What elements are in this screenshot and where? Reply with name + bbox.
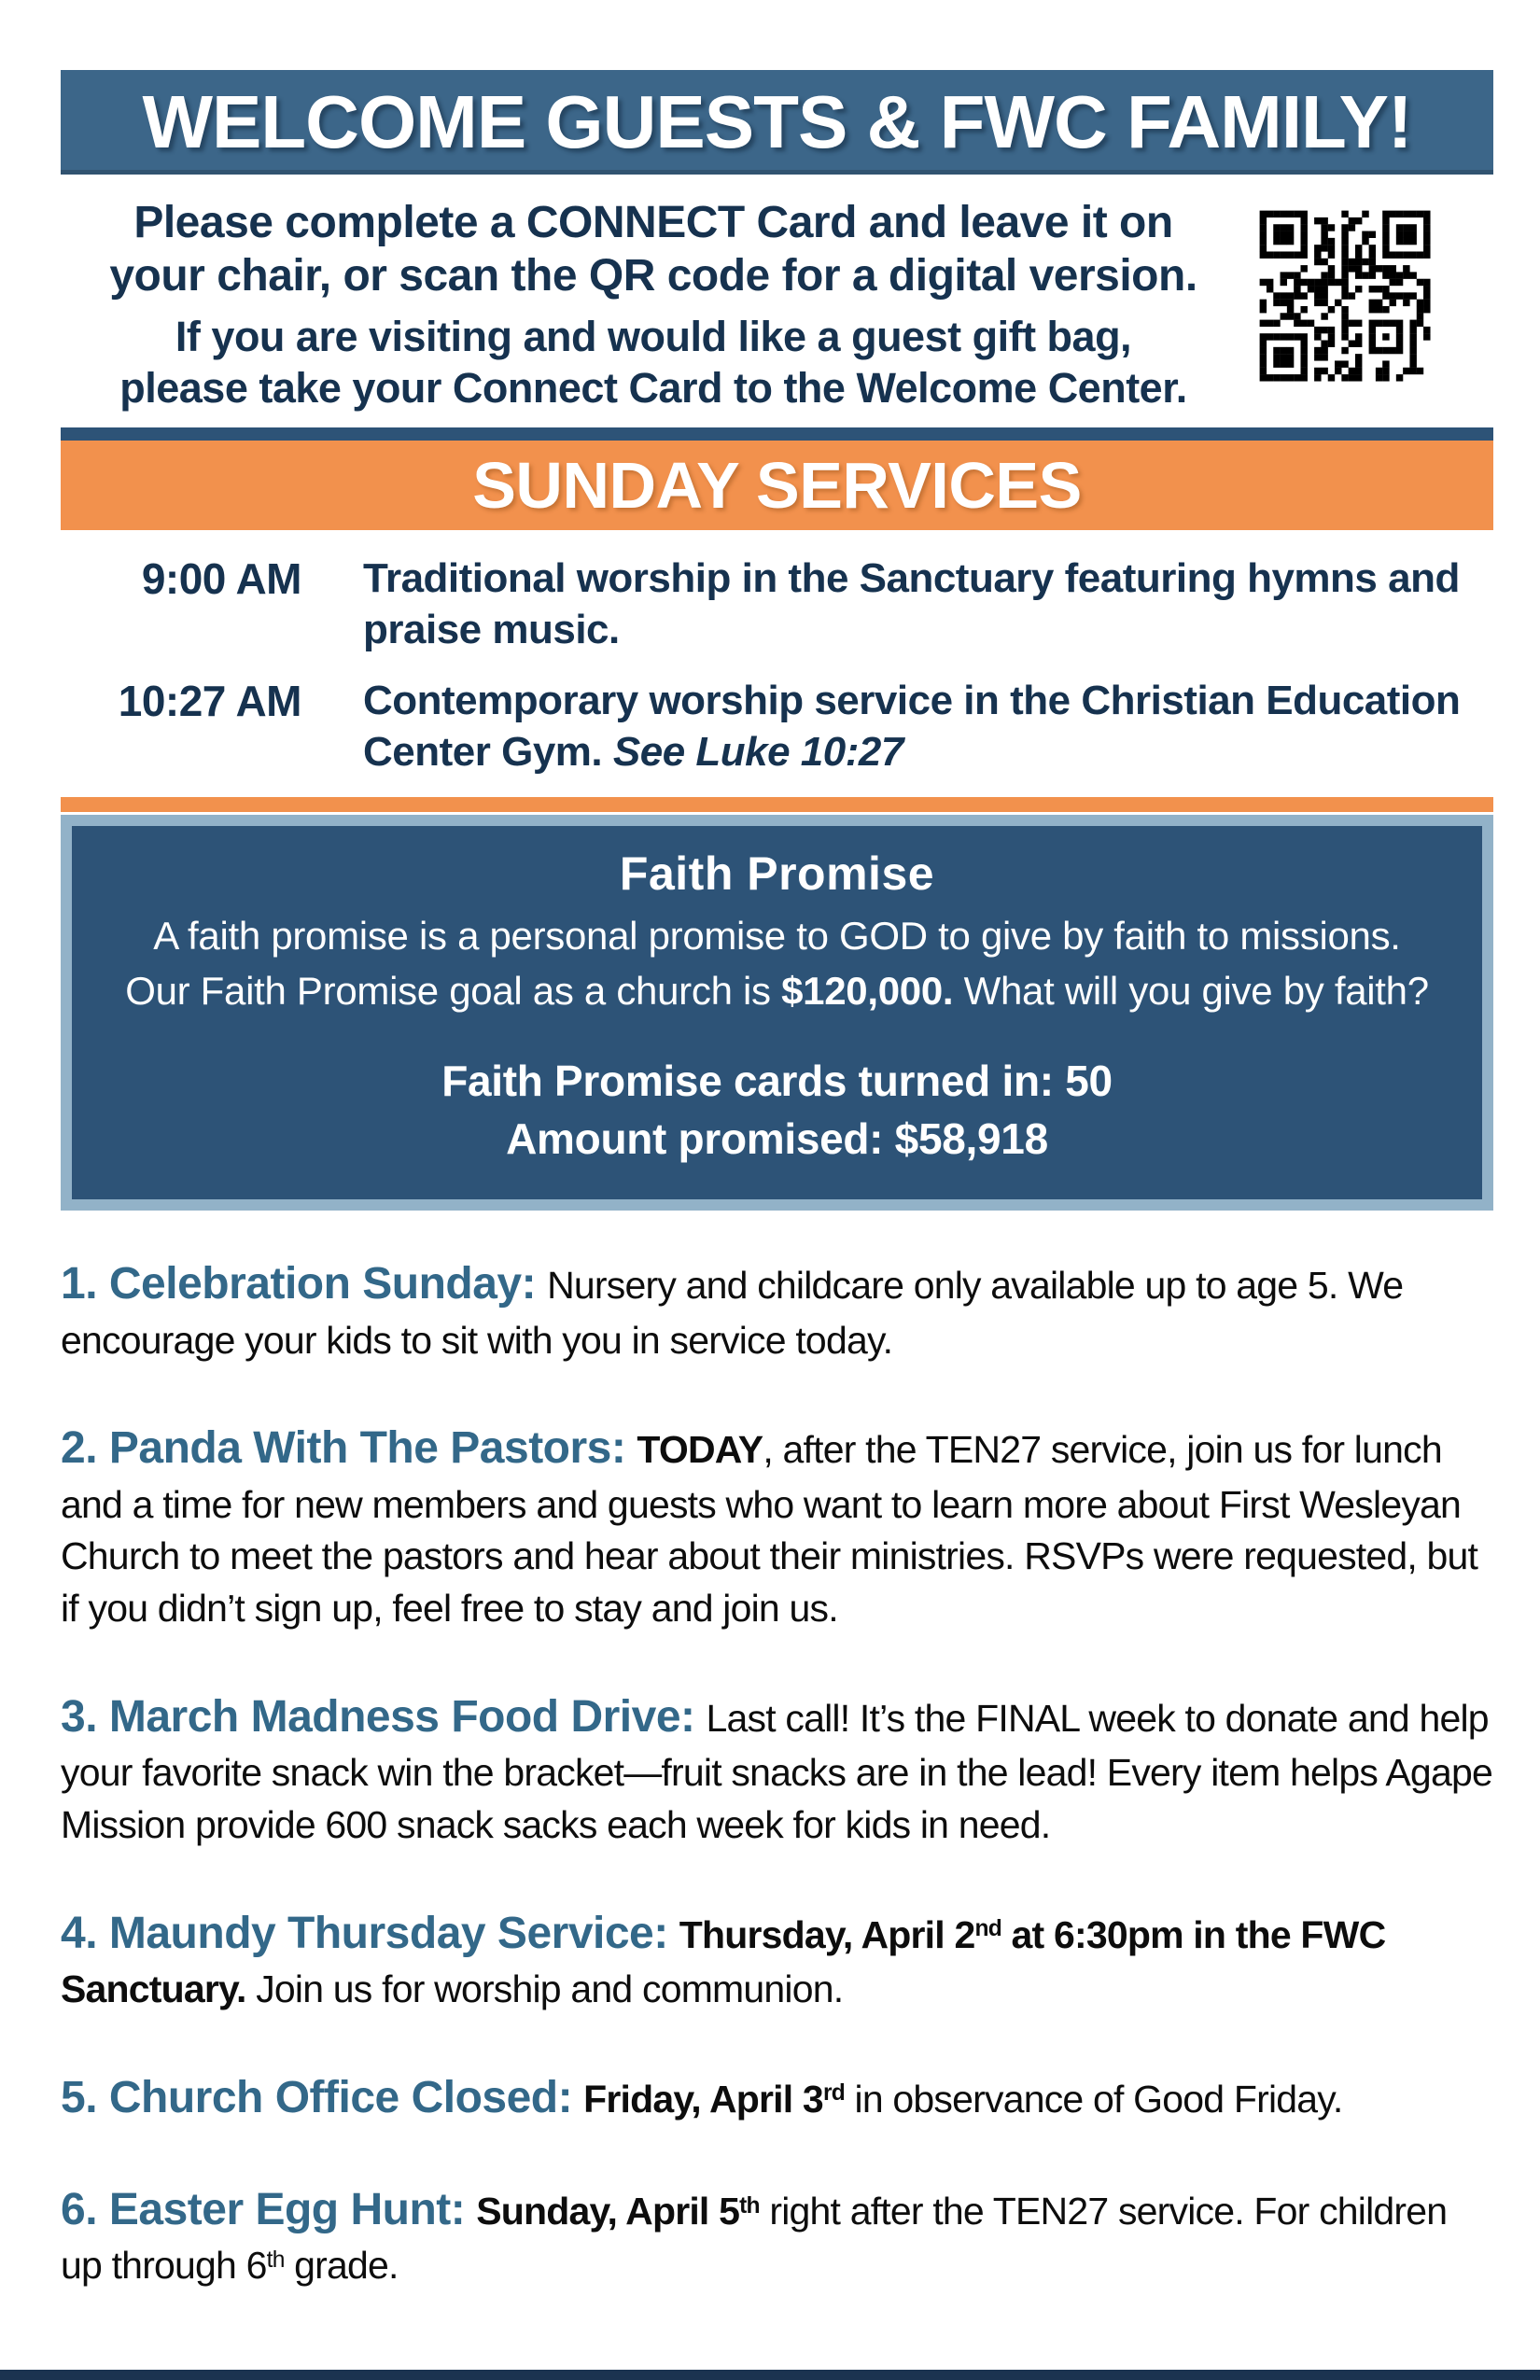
announcement-text-segment: Nursery and childcare only available up to age 5. We encourage your kids to sit with you in service today. (61, 1264, 1404, 1362)
announcement-heading: 4. Maundy Thursday Service: (61, 1908, 668, 1958)
announcement-text-segment: th (266, 2247, 285, 2273)
announcement-text-segment: th (739, 2192, 760, 2219)
sunday-services-banner (61, 441, 1493, 530)
service-times-list (61, 553, 1493, 778)
sunday-services-title: SUNDAY SERVICES (472, 449, 1082, 523)
announcement-item (61, 1687, 1493, 1852)
service-time: 9:00 AM (141, 554, 301, 604)
announcement-heading: 2. Panda With The Pastors: (61, 1423, 626, 1474)
faith-promise-body (109, 908, 1445, 1019)
faith-promise-goal-amount: $120,000. (781, 969, 954, 1014)
announcement-item (61, 1418, 1493, 1635)
faith-promise-goal-post: What will you give by faith? (953, 969, 1429, 1014)
qr-code-icon (1246, 197, 1444, 395)
welcome-title: WELCOME GUESTS & FWC FAMILY! (142, 80, 1412, 163)
announcement-item (61, 2179, 1493, 2292)
service-description: Contemporary worship service in the Christian Education Center Gym. See Luke 10:27 (363, 677, 1461, 776)
announcement-text-segment: Join us for worship and communion. (245, 1967, 844, 2010)
bulletin-content (61, 70, 1493, 2344)
announcement-text-segment: Last call! It’s the FINAL week to donate and help your favorite snack win the bracket—fruit snacks are in the lead! Every item helps Agape Mission provide 600 snack sacks each week for kids in need. (61, 1696, 1492, 1846)
announcement-text-segment: nd (974, 1916, 1001, 1942)
bottom-page-bar (0, 2370, 1540, 2380)
announcement-text-segment: Thursday, April 2 (679, 1912, 975, 1956)
announcement-item (61, 1253, 1493, 1366)
guest-gift-instruction: If you are visiting and would like a guest gift bag, please take your Connect Card to the Welcome Center. (119, 313, 1187, 413)
faith-promise-title: Faith Promise (619, 847, 935, 900)
divider-navy (61, 427, 1493, 441)
announcement-text-segment: at 6:30pm in the FWC Sanctuary. (61, 1912, 1386, 2010)
connect-card-text (61, 184, 1246, 414)
faith-promise-goal-pre: Our Faith Promise goal as a church is (125, 969, 782, 1014)
announcement-text-segment: rd (822, 2080, 845, 2107)
announcement-item (61, 2067, 1493, 2128)
scripture-reference: See Luke 10:27 (612, 729, 903, 776)
faith-amount-promised: Amount promised: $58,918 (506, 1113, 1048, 1163)
announcement-text-segment: TODAY (637, 1428, 763, 1472)
announcement-text-segment: , after the TEN27 service, join us for lunch and a time for new members and guests who want to learn more about First Wesleyan Church to meet the pastors and hear about their ministries. RSVPs were requested, but if you didn’t sign up, feel free to stay and join us. (61, 1428, 1478, 1631)
announcement-item (61, 1903, 1493, 2016)
service-time: 10:27 AM (118, 676, 301, 725)
connect-card-section (61, 184, 1493, 414)
announcement-heading: 1. Celebration Sunday: (61, 1259, 537, 1309)
faith-promise-stats (109, 1053, 1445, 1168)
faith-promise-line1: A faith promise is a personal promise to GOD to give by faith to missions. (153, 913, 1401, 958)
announcement-text-segment: right after the TEN27 service. For children up through 6 (61, 2189, 1448, 2288)
welcome-header-band (61, 70, 1493, 175)
announcement-text-segment: in observance of Good Friday. (844, 2077, 1343, 2121)
divider-orange (61, 797, 1493, 812)
announcement-heading: 6. Easter Egg Hunt: (61, 2184, 466, 2234)
service-row (61, 553, 1493, 656)
service-description: Traditional worship in the Sanctuary featuring hymns and praise music. (363, 555, 1460, 653)
announcements-list (61, 1253, 1493, 2292)
announcement-text-segment: Sunday, April 5 (476, 2189, 740, 2233)
connect-instruction: Please complete a CONNECT Card and leave it on your chair, or scan the QR code for a digital version. (109, 198, 1197, 301)
announcement-heading: 5. Church Office Closed: (61, 2072, 573, 2122)
service-row (61, 675, 1493, 778)
announcement-text-segment: grade. (284, 2244, 399, 2288)
announcement-heading: 3. March Madness Food Drive: (61, 1691, 695, 1742)
announcement-text-segment: Friday, April 3 (583, 2077, 823, 2121)
faith-promise-box (61, 815, 1493, 1211)
faith-cards-count: Faith Promise cards turned in: 50 (441, 1057, 1113, 1106)
